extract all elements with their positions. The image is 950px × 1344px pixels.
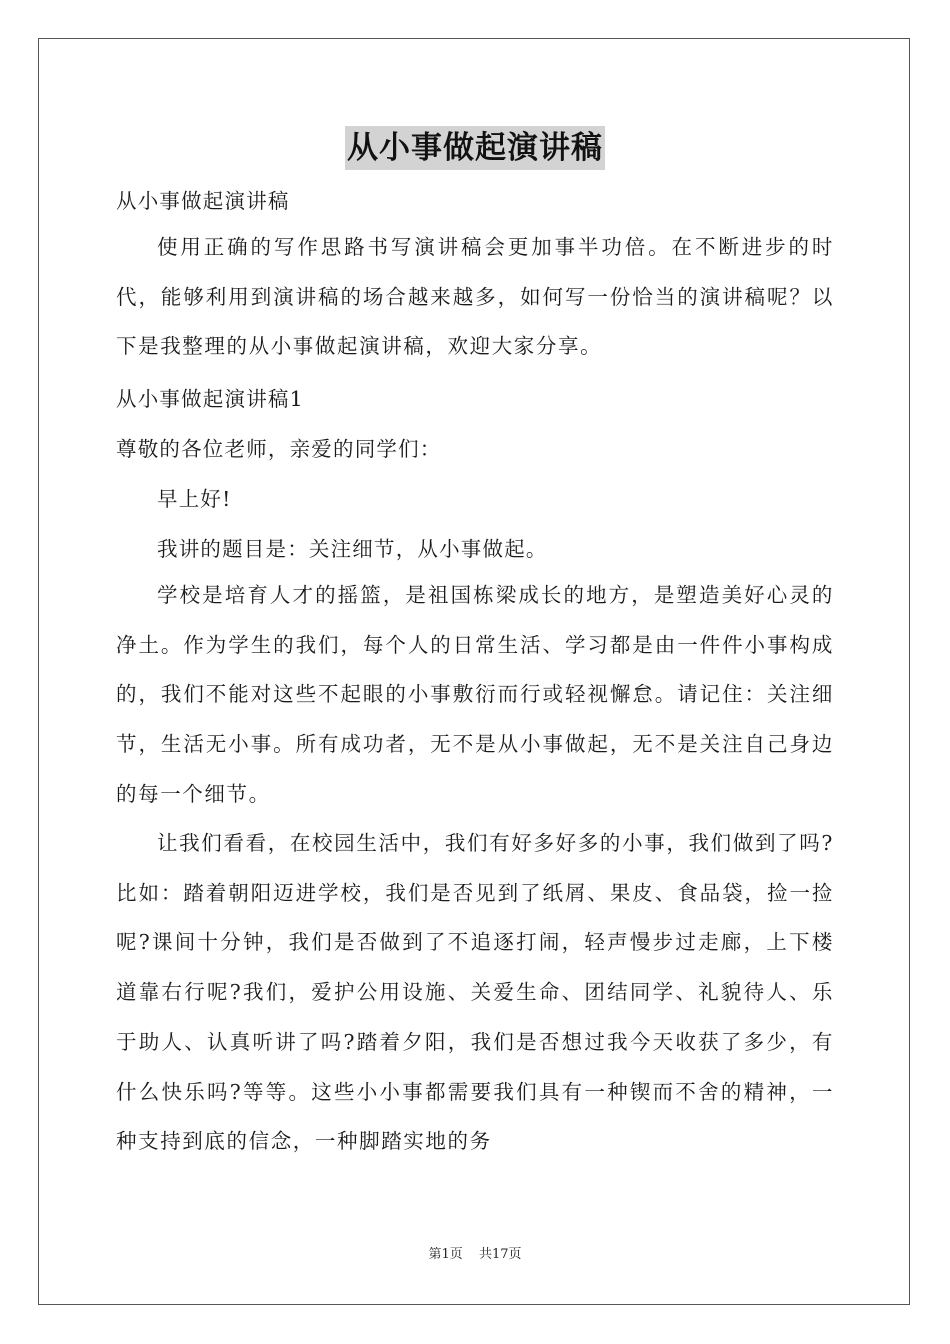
page-footer — [0, 1243, 950, 1262]
page-number-current: 第1页 — [428, 1247, 463, 1262]
title-container — [116, 126, 834, 170]
page-number-total: 共17页 — [478, 1247, 522, 1262]
document-title: 从小事做起演讲稿 — [345, 126, 605, 170]
body-paragraph-2: 让我们看看，在校园生活中，我们有好多好多的小事，我们做到了吗?比如：踏着朝阳迈进学校，我们是否见到了纸屑、果皮、食品袋，捡一捡呢?课间十分钟，我们是否做到了不追逐打闹，轻声慢步过走廊，上下楼道靠右行呢?我们，爱护公用设施、关爱生命、团结同学、礼貌待人、乐于助人、认真听讲了吗?踏着夕阳，我们是否想过我今天收获了多少，有什么快乐吗?等等。这些小小事都需要我们具有一种锲而不舍的精神，一种支持到底的信念，一种脚踏实地的务 — [116, 831, 834, 1154]
section-heading: 从小事做起演讲稿1 — [116, 387, 304, 411]
intro-paragraph: 使用正确的写作思路书写演讲稿会更加事半功倍。在不断进步的时代，能够利用到演讲稿的场合越来越多，如何写一份恰当的演讲稿呢？以下是我整理的从小事做起演讲稿，欢迎大家分享。 — [116, 235, 834, 359]
salutation: 尊敬的各位老师，亲爱的同学们： — [116, 437, 442, 461]
greeting: 早上好! — [157, 487, 232, 511]
document-subtitle: 从小事做起演讲稿 — [116, 189, 290, 213]
body-paragraph-1: 学校是培育人才的摇篮，是祖国栋梁成长的地方，是塑造美好心灵的净土。作为学生的我们，每个人的日常生活、学习都是由一件件小事构成的，我们不能对这些不起眼的小事敷衍而行或轻视懈怠。请记住：关注细节，生活无小事。所有成功者，无不是从小事做起，无不是关注自己身边的每一个细节。 — [116, 583, 834, 806]
topic-line: 我讲的题目是：关注细节，从小事做起。 — [157, 537, 548, 561]
